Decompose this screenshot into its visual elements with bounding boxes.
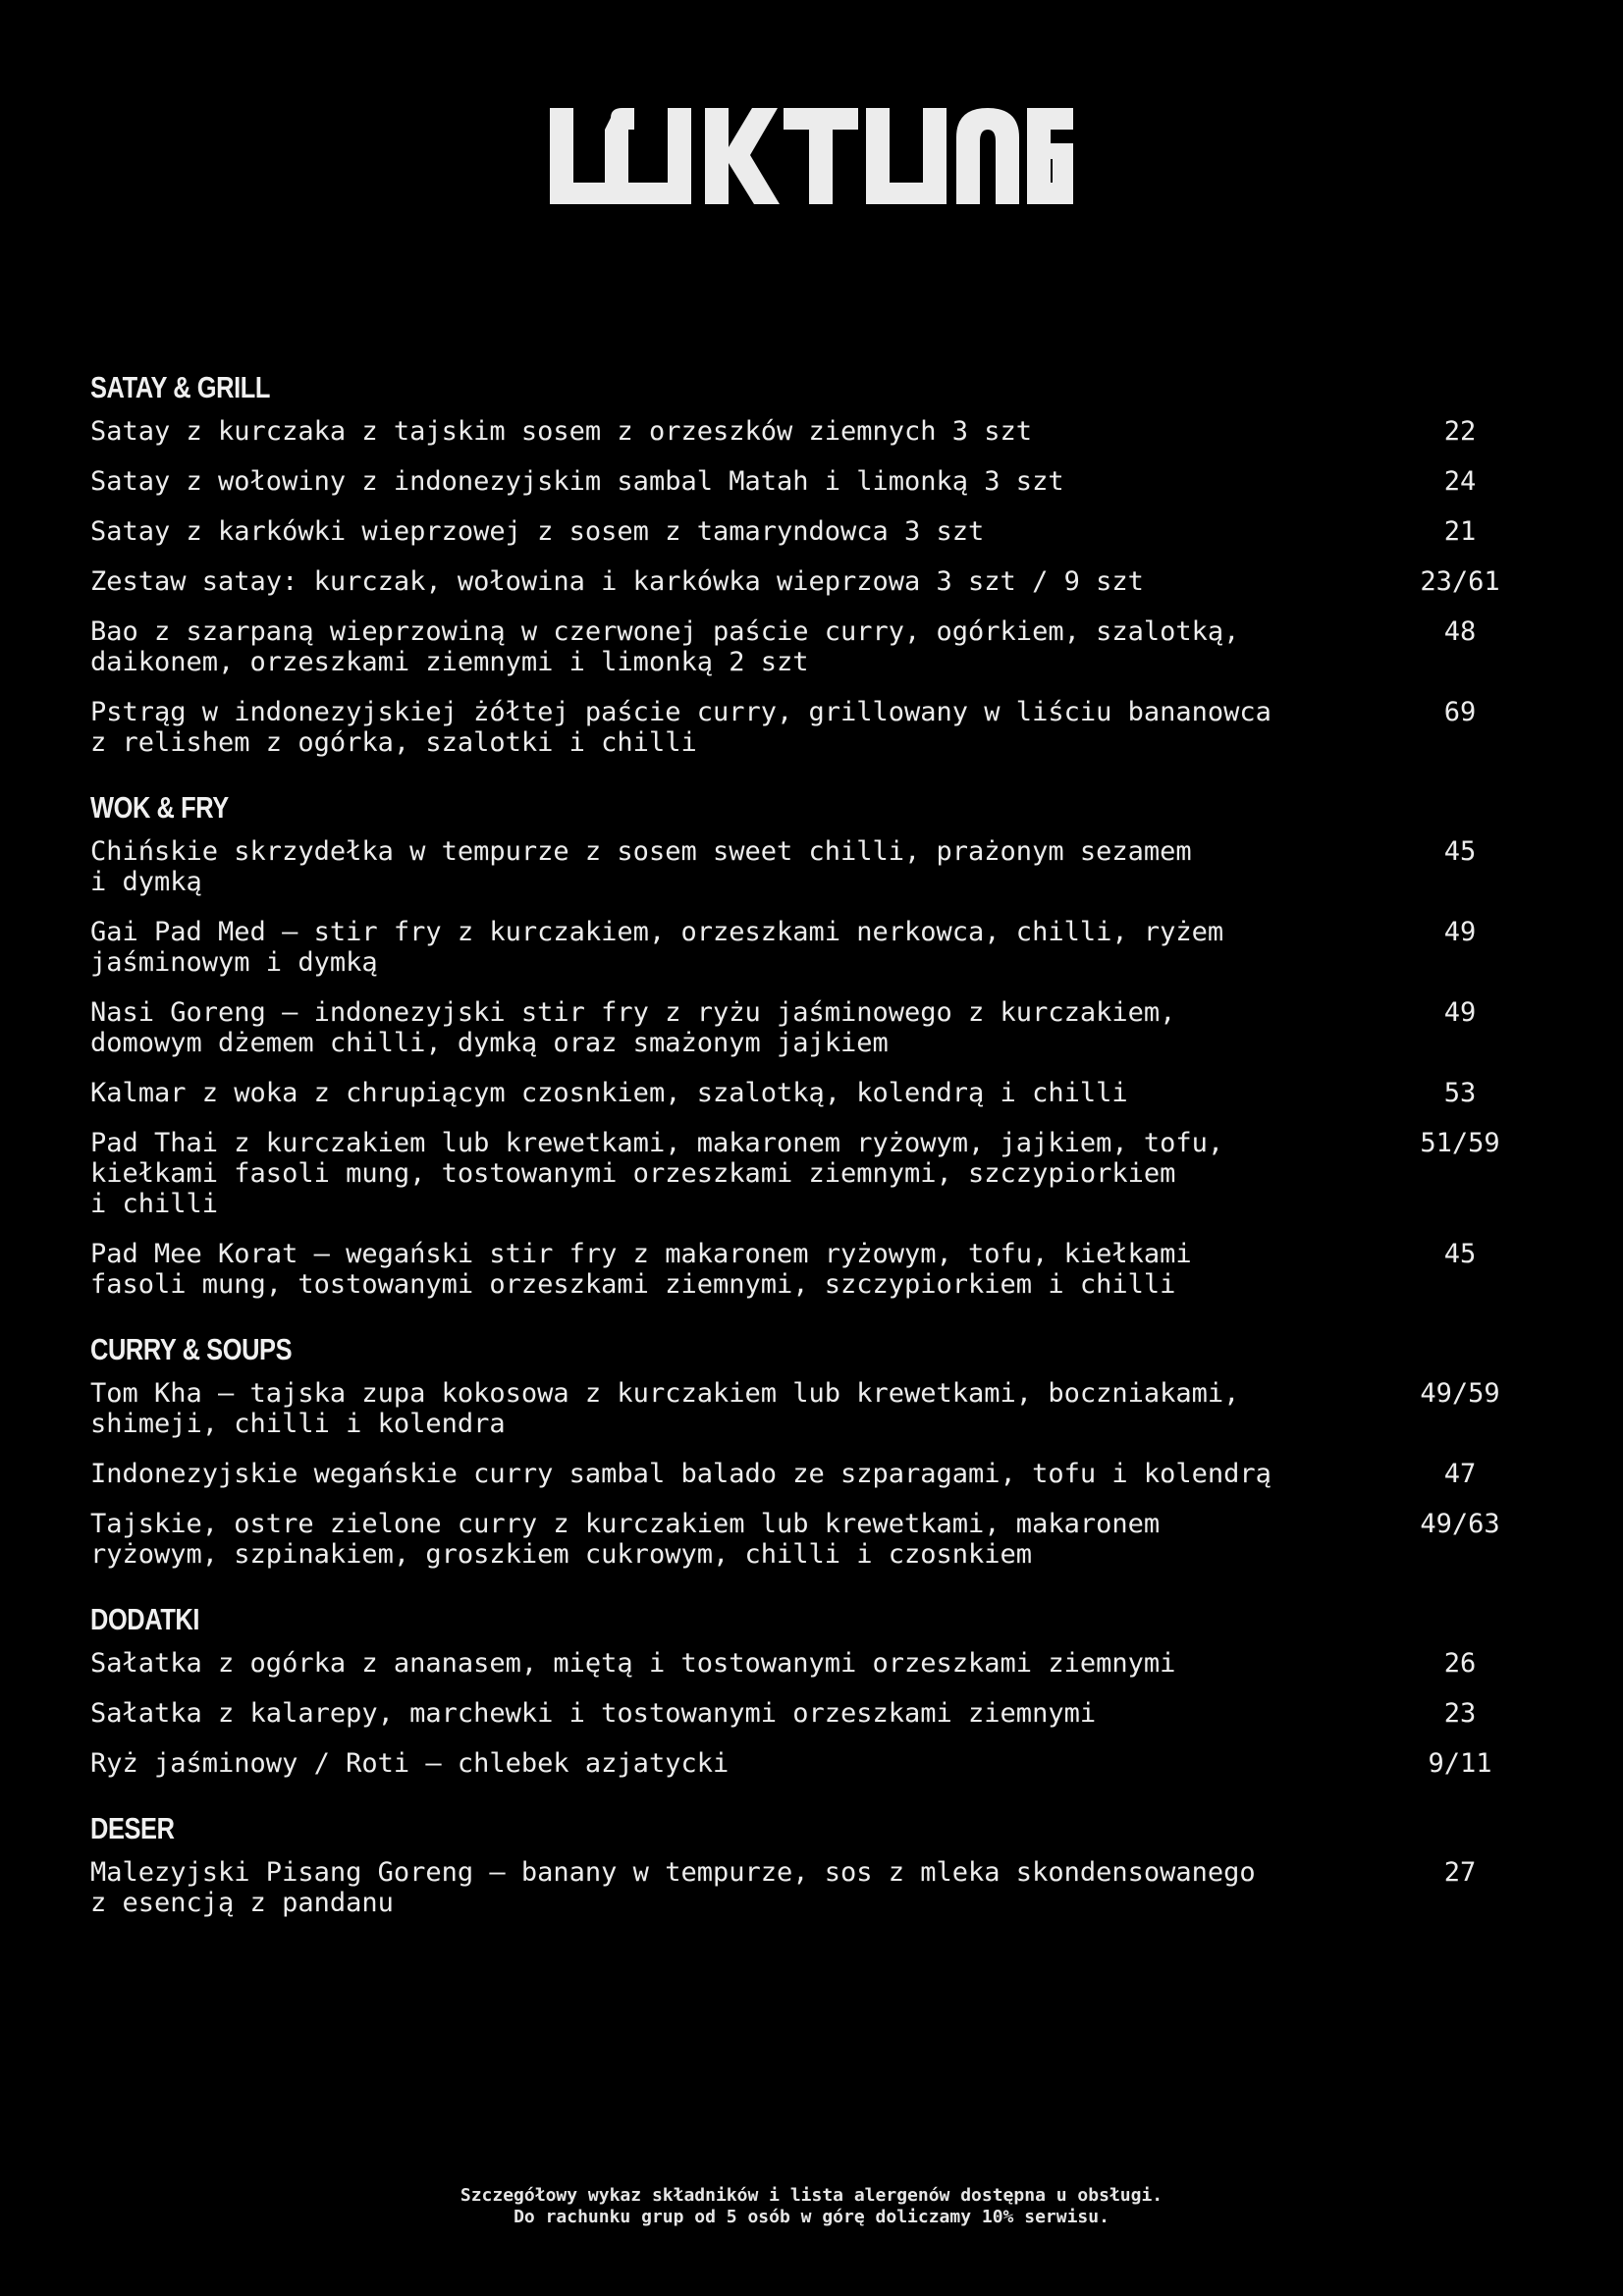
item-name: Sałatka z kalarepy, marchewki i tostowanymi orzeszkami ziemnymi bbox=[90, 1698, 1097, 1729]
item-price: 53 bbox=[1443, 1078, 1477, 1108]
item-price: 23/61 bbox=[1420, 566, 1500, 597]
item-price: 49 bbox=[1443, 917, 1477, 947]
item-name: Satay z karkówki wieprzowej z sosem z tamaryndowca 3 szt bbox=[90, 516, 985, 547]
menu-item bbox=[90, 997, 1543, 1058]
menu-item bbox=[90, 1128, 1543, 1219]
menu-section bbox=[90, 791, 1543, 1300]
item-price: 21 bbox=[1443, 516, 1477, 547]
item-name: Zestaw satay: kurczak, wołowina i karkówka wieprzowa 3 szt / 9 szt bbox=[90, 566, 1144, 597]
section-title: DODATKI bbox=[90, 1602, 200, 1636]
item-name: Tom Kha – tajska zupa kokosowa z kurczakiem lub krewetkami, boczniakami, shimeji, chilli i kolendra bbox=[90, 1378, 1240, 1439]
menu bbox=[90, 371, 1543, 1951]
item-name: Pad Thai z kurczakiem lub krewetkami, makaronem ryżowym, jajkiem, tofu, kiełkami fasoli mung, tostowanymi orzeszkami ziemnymi, szczypiorkiem i chilli bbox=[90, 1128, 1224, 1219]
item-price: 47 bbox=[1443, 1459, 1477, 1489]
item-price: 9/11 bbox=[1428, 1748, 1492, 1779]
item-name: Ryż jaśminowy / Roti – chlebek azjatycki bbox=[90, 1748, 730, 1779]
item-price: 45 bbox=[1443, 1239, 1477, 1269]
section-title: CURRY & SOUPS bbox=[90, 1332, 293, 1366]
menu-section bbox=[90, 1333, 1543, 1570]
menu-item bbox=[90, 1748, 1543, 1779]
item-price: 49/63 bbox=[1420, 1509, 1500, 1539]
section-title: DESER bbox=[90, 1811, 175, 1845]
item-price: 24 bbox=[1443, 466, 1477, 497]
item-name: Pstrąg w indonezyjskiej żółtej paście curry, grillowany w liściu bananowca z relishem z ogórka, szalotki i chilli bbox=[90, 697, 1271, 758]
service-charge-note: Do rachunku grup od 5 osób w górę doliczamy 10% serwisu. bbox=[514, 2207, 1109, 2227]
item-name: Sałatka z ogórka z ananasem, miętą i tostowanymi orzeszkami ziemnymi bbox=[90, 1648, 1176, 1679]
item-price: 26 bbox=[1443, 1648, 1477, 1679]
item-name: Satay z wołowiny z indonezyjskim sambal Matah i limonką 3 szt bbox=[90, 466, 1064, 497]
item-name: Malezyjski Pisang Goreng – banany w tempurze, sos z mleka skondensowanego z esencją z pandanu bbox=[90, 1857, 1256, 1918]
luktung-logo bbox=[550, 108, 1073, 204]
menu-item bbox=[90, 1509, 1543, 1570]
menu-item bbox=[90, 616, 1543, 677]
menu-item bbox=[90, 516, 1543, 547]
item-price: 45 bbox=[1443, 836, 1477, 867]
item-name: Satay z kurczaka z tajskim sosem z orzeszków ziemnych 3 szt bbox=[90, 416, 1033, 447]
item-price: 22 bbox=[1443, 416, 1477, 447]
menu-item bbox=[90, 836, 1543, 897]
item-name: Kalmar z woka z chrupiącym czosnkiem, szalotką, kolendrą i chilli bbox=[90, 1078, 1128, 1108]
item-name: Nasi Goreng – indonezyjski stir fry z ryżu jaśminowego z kurczakiem, domowym dżemem chilli, dymką oraz smażonym jajkiem bbox=[90, 997, 1176, 1058]
item-name: Bao z szarpaną wieprzowiną w czerwonej paście curry, ogórkiem, szalotką, daikonem, orzeszkami ziemnymi i limonką 2 szt bbox=[90, 616, 1240, 677]
menu-item bbox=[90, 697, 1543, 758]
menu-section bbox=[90, 1812, 1543, 1918]
menu-item bbox=[90, 566, 1543, 597]
menu-item bbox=[90, 1239, 1543, 1300]
section-title: WOK & FRY bbox=[90, 790, 229, 825]
menu-item bbox=[90, 466, 1543, 497]
item-price: 51/59 bbox=[1420, 1128, 1500, 1158]
item-price: 48 bbox=[1443, 616, 1477, 647]
menu-section bbox=[90, 1603, 1543, 1779]
item-price: 27 bbox=[1443, 1857, 1477, 1888]
allergen-note: Szczegółowy wykaz składników i lista alergenów dostępna u obsługi. bbox=[460, 2185, 1163, 2206]
menu-item bbox=[90, 1459, 1543, 1489]
item-name: Chińskie skrzydełka w tempurze z sosem sweet chilli, prażonym sezamem i dymką bbox=[90, 836, 1192, 897]
menu-item bbox=[90, 1648, 1543, 1679]
menu-item bbox=[90, 1378, 1543, 1439]
item-name: Pad Mee Korat – wegański stir fry z makaronem ryżowym, tofu, kiełkami fasoli mung, tostowanymi orzeszkami ziemnymi, szczypiorkiem i chilli bbox=[90, 1239, 1192, 1300]
menu-item bbox=[90, 917, 1543, 978]
item-name: Indonezyjskie wegańskie curry sambal balado ze szparagami, tofu i kolendrą bbox=[90, 1459, 1271, 1489]
section-title: SATAY & GRILL bbox=[90, 370, 270, 404]
menu-section bbox=[90, 371, 1543, 758]
item-price: 69 bbox=[1443, 697, 1477, 727]
item-name: Gai Pad Med – stir fry z kurczakiem, orzeszkami nerkowca, chilli, ryżem jaśminowym i dymką bbox=[90, 917, 1224, 978]
menu-item bbox=[90, 416, 1543, 447]
menu-item bbox=[90, 1857, 1543, 1918]
item-name: Tajskie, ostre zielone curry z kurczakiem lub krewetkami, makaronem ryżowym, szpinakiem, groszkiem cukrowym, chilli i czosnkiem bbox=[90, 1509, 1161, 1570]
footer-note bbox=[0, 2185, 1623, 2228]
item-price: 23 bbox=[1443, 1698, 1477, 1729]
menu-item bbox=[90, 1078, 1543, 1108]
menu-item bbox=[90, 1698, 1543, 1729]
item-price: 49/59 bbox=[1420, 1378, 1500, 1409]
item-price: 49 bbox=[1443, 997, 1477, 1028]
